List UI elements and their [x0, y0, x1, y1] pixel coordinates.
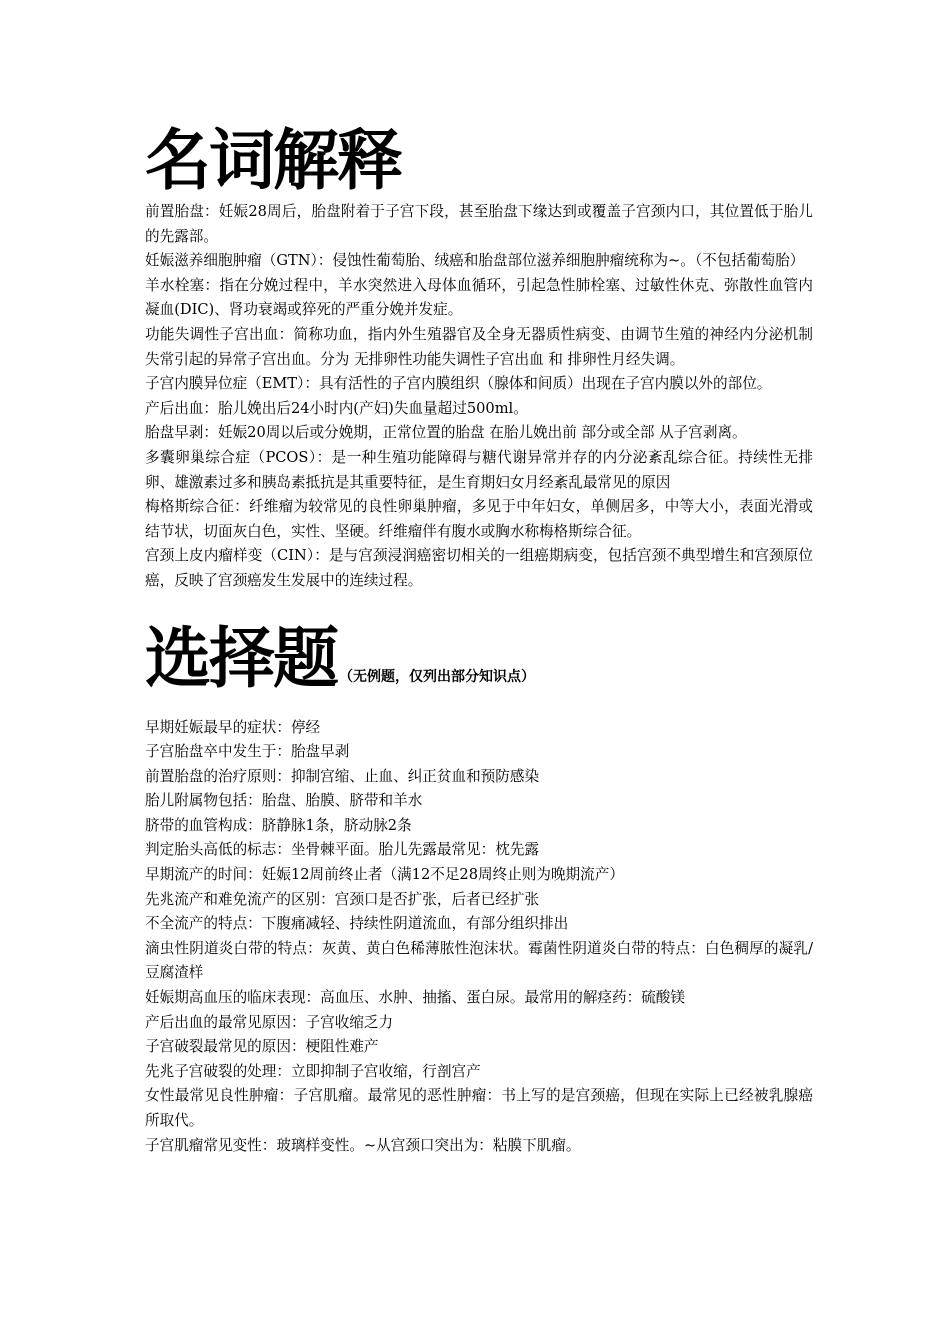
- knowledge-points-list: [145, 716, 813, 1159]
- paragraph: 梅格斯综合征：纤维瘤为较常见的良性卵巢肿瘤，多见于中年妇女，单侧居多，中等大小，表面光滑或结节状，切面灰白色，实性、坚硬。纤维瘤伴有腹水或胸水称梅格斯综合征。: [145, 498, 813, 540]
- section-title-definitions: 名词解释: [145, 122, 401, 199]
- list-item: 先兆子宫破裂的处理：立即抑制子宫收缩，行剖宫产: [145, 1062, 481, 1080]
- list-item: 胎儿附属物包括：胎盘、胎膜、脐带和羊水: [145, 792, 423, 810]
- list-item: 产后出血的最常见原因：子宫收缩乏力: [145, 1013, 394, 1031]
- paragraph: 宫颈上皮内瘤样变（CIN）：是与宫颈浸润癌密切相关的一组癌期病变，包括宫颈不典型增生和宫颈原位癌，反映了宫颈癌发生发展中的连续过程。: [145, 547, 813, 589]
- list-item: 先兆流产和难免流产的区别：宫颈口是否扩张，后者已经扩张: [145, 890, 540, 908]
- section-title-choice: [145, 620, 813, 716]
- list-item: 滴虫性阴道炎白带的特点：灰黄、黄白色稀薄脓性泡沫状。霉菌性阴道炎白带的特点：白色稠厚的凝乳/豆腐渣样: [145, 939, 813, 982]
- list-item: 子宫破裂最常见的原因：梗阻性难产: [145, 1038, 379, 1056]
- paragraph: 功能失调性子宫出血：简称功血，指内外生殖器官及全身无器质性病变、由调节生殖的神经内分泌机制失常引起的异常子宫出血。分为 无排卵性功能失调性子宫出血 和 排卵性月经失调。: [145, 325, 813, 368]
- paragraph: 产后出血：胎儿娩出后24小时内(产妇)失血量超过500ml。: [145, 399, 528, 417]
- list-item: 女性最常见良性肿瘤：子宫肌瘤。最常见的恶性肿瘤：书上写的是宫颈癌，但现在实际上已经被乳腺癌所取代。: [145, 1087, 813, 1129]
- list-item: 脐带的血管构成：脐静脉1条，脐动脉2条: [145, 816, 412, 834]
- list-item: 子宫胎盘卒中发生于：胎盘早剥: [145, 743, 350, 761]
- list-item: 早期妊娠最早的症状：停经: [145, 718, 321, 736]
- section-title-choice-text: 选择题: [145, 619, 337, 697]
- paragraph: 羊水栓塞：指在分娩过程中，羊水突然进入母体血循环，引起急性肺栓塞、过敏性休克、弥散性血管内凝血(DIC)、肾功衰竭或猝死的严重分娩并发症。: [145, 276, 813, 319]
- document-content: [145, 122, 813, 1158]
- paragraph: 子宫内膜异位症（EMT）：具有活性的子宫内膜组织（腺体和间质）出现在子宫内膜以外的部位。: [145, 375, 772, 393]
- section-subtitle: （无例题，仅列出部分知识点）: [339, 668, 535, 685]
- section-choice-questions: [145, 620, 813, 1159]
- paragraph: 妊娠滋养细胞肿瘤（GTN）：侵蚀性葡萄胎、绒癌和胎盘部位滋养细胞肿瘤统称为~。（不包括葡萄胎）: [145, 252, 805, 270]
- list-item: 早期流产的时间：妊娠12周前终止者（满12不足28周终止则为晚期流产）: [145, 866, 624, 884]
- list-item: 妊娠期高血压的临床表现：高血压、水肿、抽搐、蛋白尿。最常用的解痉药：硫酸镁: [145, 989, 685, 1007]
- paragraph: 前置胎盘：妊娠28周后，胎盘附着于子宫下段，甚至胎盘下缘达到或覆盖子宫颈内口，其位置低于胎儿的先露部。: [145, 203, 813, 245]
- list-item: 判定胎头高低的标志：坐骨棘平面。胎儿先露最常见：枕先露: [145, 841, 540, 859]
- list-item: 不全流产的特点：下腹痛减轻、持续性阴道流血，有部分组织排出: [145, 915, 569, 933]
- list-item: 前置胎盘的治疗原则：抑制宫缩、止血、纠正贫血和预防感染: [145, 767, 540, 785]
- section-definitions: [145, 122, 813, 594]
- paragraph: 胎盘早剥：妊娠20周以后或分娩期，正常位置的胎盘 在胎儿娩出前 部分或全部 从子宫剥离。: [145, 424, 747, 442]
- list-item: 子宫肌瘤常见变性：玻璃样变性。~从宫颈口突出为：粘膜下肌瘤。: [145, 1136, 581, 1154]
- definitions-list: [145, 200, 813, 594]
- paragraph: 多囊卵巢综合症（PCOS）：是一种生殖功能障碍与糖代谢异常并存的内分泌紊乱综合征。持续性无排卵、雄激素过多和胰岛素抵抗是其重要特征，是生育期妇女月经紊乱最常见的原因: [145, 448, 813, 491]
